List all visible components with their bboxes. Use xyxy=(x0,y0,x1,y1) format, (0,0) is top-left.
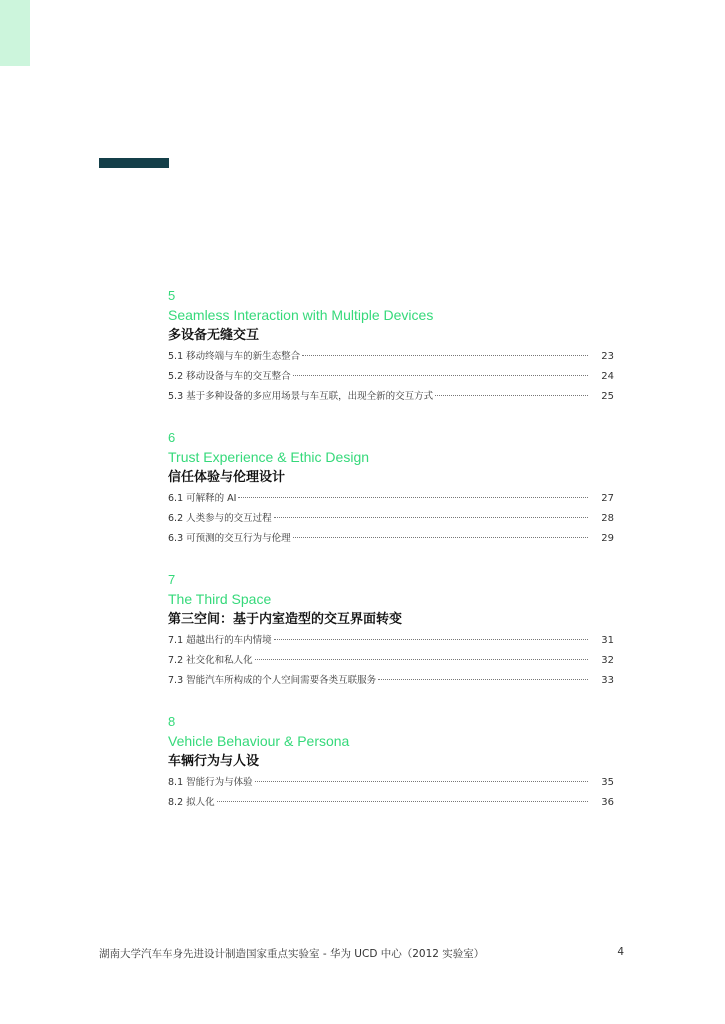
toc-entry-title: 6.1 可解释的 AI xyxy=(168,493,237,504)
toc-entry-title: 7.1 超越出行的车内情境 xyxy=(168,635,272,646)
dot-leader xyxy=(238,497,588,498)
toc-entry[interactable] xyxy=(168,529,614,549)
section-title-en: The Third Space xyxy=(168,591,272,607)
toc-entry[interactable] xyxy=(168,631,614,651)
toc-section-6 xyxy=(168,429,614,549)
toc-entry-title: 5.1 移动终端与车的新生态整合 xyxy=(168,351,301,362)
toc-entry-title: 6.3 可预测的交互行为与伦理 xyxy=(168,533,291,544)
page-footer: 湖南大学汽车车身先进设计制造国家重点实验室 - 华为 UCD 中心（2012 实验室） xyxy=(99,948,485,960)
toc-entry[interactable] xyxy=(168,509,614,529)
toc-entry-page: 27 xyxy=(601,493,614,504)
toc-entry[interactable] xyxy=(168,671,614,691)
dot-leader xyxy=(255,781,588,782)
dot-leader xyxy=(274,517,588,518)
toc-section-8 xyxy=(168,713,614,813)
section-title-en: Vehicle Behaviour & Persona xyxy=(168,733,350,749)
toc-entry-title: 8.1 智能行为与体验 xyxy=(168,777,253,788)
toc-entry-page: 32 xyxy=(601,655,614,666)
toc-entry-title: 5.3 基于多种设备的多应用场景与车互联，出现全新的交互方式 xyxy=(168,391,434,402)
section-title-zh: 车辆行为与人设 xyxy=(168,754,260,769)
section-title-zh: 多设备无缝交互 xyxy=(168,328,260,343)
toc-entry-title: 8.2 拟人化 xyxy=(168,797,215,808)
toc-entry[interactable] xyxy=(168,793,614,813)
toc-section-7 xyxy=(168,571,614,691)
section-number: 5 xyxy=(168,288,176,303)
toc-entry-title: 6.2 人类参与的交互过程 xyxy=(168,513,272,524)
section-title-en: Trust Experience & Ethic Design xyxy=(168,449,370,465)
toc-entry-page: 28 xyxy=(601,513,614,524)
toc-entry-page: 35 xyxy=(601,777,614,788)
toc-entry-page: 33 xyxy=(601,675,614,686)
dot-leader xyxy=(293,537,588,538)
toc-entry-page: 31 xyxy=(601,635,614,646)
table-of-contents xyxy=(168,287,614,835)
page-number: 4 xyxy=(617,946,624,958)
dot-leader xyxy=(255,659,588,660)
toc-entry-page: 24 xyxy=(601,371,614,382)
section-title-zh: 信任体验与伦理设计 xyxy=(168,470,286,485)
toc-entry-title: 7.3 智能汽车所构成的个人空间需要各类互联服务 xyxy=(168,675,377,686)
header-bar-decoration xyxy=(99,158,169,168)
dot-leader xyxy=(435,395,588,396)
section-title-en: Seamless Interaction with Multiple Devices xyxy=(168,307,434,323)
toc-entry[interactable] xyxy=(168,347,614,367)
toc-entry-page: 29 xyxy=(601,533,614,544)
toc-entry-page: 25 xyxy=(601,391,614,402)
section-number: 8 xyxy=(168,714,176,729)
dot-leader xyxy=(217,801,588,802)
toc-entry[interactable] xyxy=(168,367,614,387)
corner-tab-decoration xyxy=(0,0,30,66)
toc-entry-title: 5.2 移动设备与车的交互整合 xyxy=(168,371,291,382)
toc-entry-title: 7.2 社交化和私人化 xyxy=(168,655,253,666)
section-title-zh: 第三空间：基于内室造型的交互界面转变 xyxy=(168,612,403,627)
dot-leader xyxy=(274,639,588,640)
toc-entry[interactable] xyxy=(168,489,614,509)
toc-entry[interactable] xyxy=(168,773,614,793)
toc-entry-page: 36 xyxy=(601,797,614,808)
section-number: 7 xyxy=(168,572,176,587)
dot-leader xyxy=(293,375,588,376)
section-number: 6 xyxy=(168,430,176,445)
toc-entry[interactable] xyxy=(168,651,614,671)
toc-section-5 xyxy=(168,287,614,407)
toc-entry-page: 23 xyxy=(601,351,614,362)
dot-leader xyxy=(302,355,588,356)
dot-leader xyxy=(378,679,588,680)
toc-entry[interactable] xyxy=(168,387,614,407)
